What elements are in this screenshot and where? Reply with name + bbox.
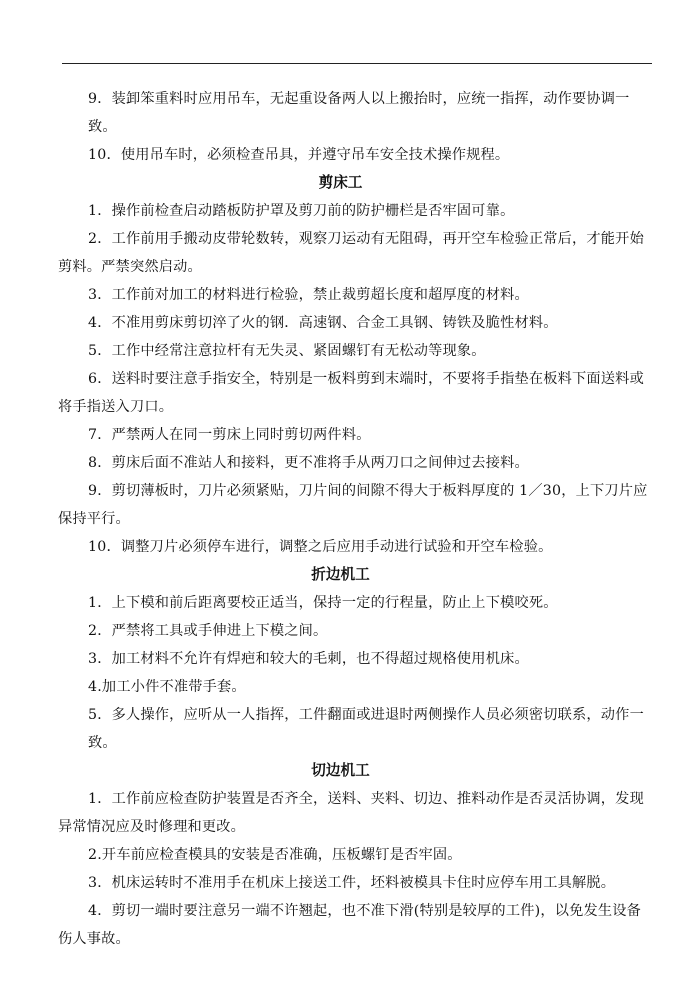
paragraph-loading-9: 9．装卸笨重料时应用吊车，无起重设备两人以上搬抬时，应统一指挥，动作要协调一致。: [88, 91, 630, 135]
paragraph-shear-1: 1．操作前检查启动踏板防护罩及剪刀前的防护栅栏是否牢固可靠。: [88, 203, 515, 219]
paragraph-shear-7: 7．严禁两人在同一剪床上同时剪切两件料。: [88, 427, 371, 443]
paragraph-shear-10: 10．调整刀片必须停车进行，调整之后应用手动进行试验和开空车检验。: [88, 539, 553, 555]
section-heading-shear: 剪床工: [318, 174, 363, 191]
header-rule: [62, 63, 652, 64]
paragraph-shear-2: 2．工作前用手搬动皮带轮数转，观察刀运动有无阻碍，再开空车检验正常后，才能开始剪料。严禁突然启动。: [58, 231, 644, 275]
paragraph-trimming-1: 1．工作前应检查防护装置是否齐全，送料、夹料、切边、推料动作是否灵活协调，发现异常情况应及时修理和更改。: [58, 791, 644, 835]
paragraph-trimming-4: 4．剪切一端时要注意另一端不许翘起，也不准下滑(特别是较厚的工件)，以免发生设备伤人事故。: [58, 903, 642, 947]
section-heading-folding: 折边机工: [311, 566, 370, 583]
paragraph-shear-3: 3．工作前对加工的材料进行检验，禁止裁剪超长度和超厚度的材料。: [88, 287, 529, 303]
paragraph-trimming-3: 3．机床运转时不准用手在机床上接送工件，坯料被模具卡住时应停车用工具解脱。: [88, 875, 616, 891]
paragraph-folding-5: 5．多人操作，应听从一人指挥，工件翻面或进退时两侧操作人员必须密切联系，动作一致。: [88, 707, 644, 751]
section-heading-trimming: 切边机工: [311, 762, 370, 779]
paragraph-folding-1: 1．上下模和前后距离要校正适当，保持一定的行程量，防止上下模咬死。: [88, 595, 558, 611]
paragraph-shear-8: 8．剪床后面不准站人和接料，更不准将手从两刀口之间伸过去接料。: [88, 455, 529, 471]
paragraph-trimming-2: 2.开车前应检查模具的安装是否准确，压板螺钉是否牢固。: [88, 847, 462, 863]
paragraph-folding-4: 4.加工小件不准带手套。: [88, 679, 246, 695]
document-body: [58, 85, 655, 953]
paragraph-folding-2: 2．严禁将工具或手伸进上下模之间。: [88, 623, 328, 639]
paragraph-loading-10: 10．使用吊车时，必须检查吊具，并遵守吊车安全技术操作规程。: [88, 147, 510, 163]
paragraph-shear-4: 4．不准用剪床剪切淬了火的钢．高速钢、合金工具钢、铸铁及脆性材料。: [88, 315, 558, 331]
paragraph-folding-3: 3．加工材料不允许有焊疤和较大的毛刺，也不得超过规格使用机床。: [88, 651, 529, 667]
paragraph-shear-5: 5．工作中经常注意拉杆有无失灵、紧固螺钉有无松动等现象。: [88, 343, 486, 359]
paragraph-shear-9: 9．剪切薄板时，刀片必须紧贴，刀片间的间隙不得大于板料厚度的 1／30，上下刀片应保持平行。: [58, 483, 648, 527]
paragraph-shear-6: 6．送料时要注意手指安全，特别是一板料剪到末端时，不要将手指垫在板料下面送料或将手指送入刀口。: [58, 371, 644, 415]
